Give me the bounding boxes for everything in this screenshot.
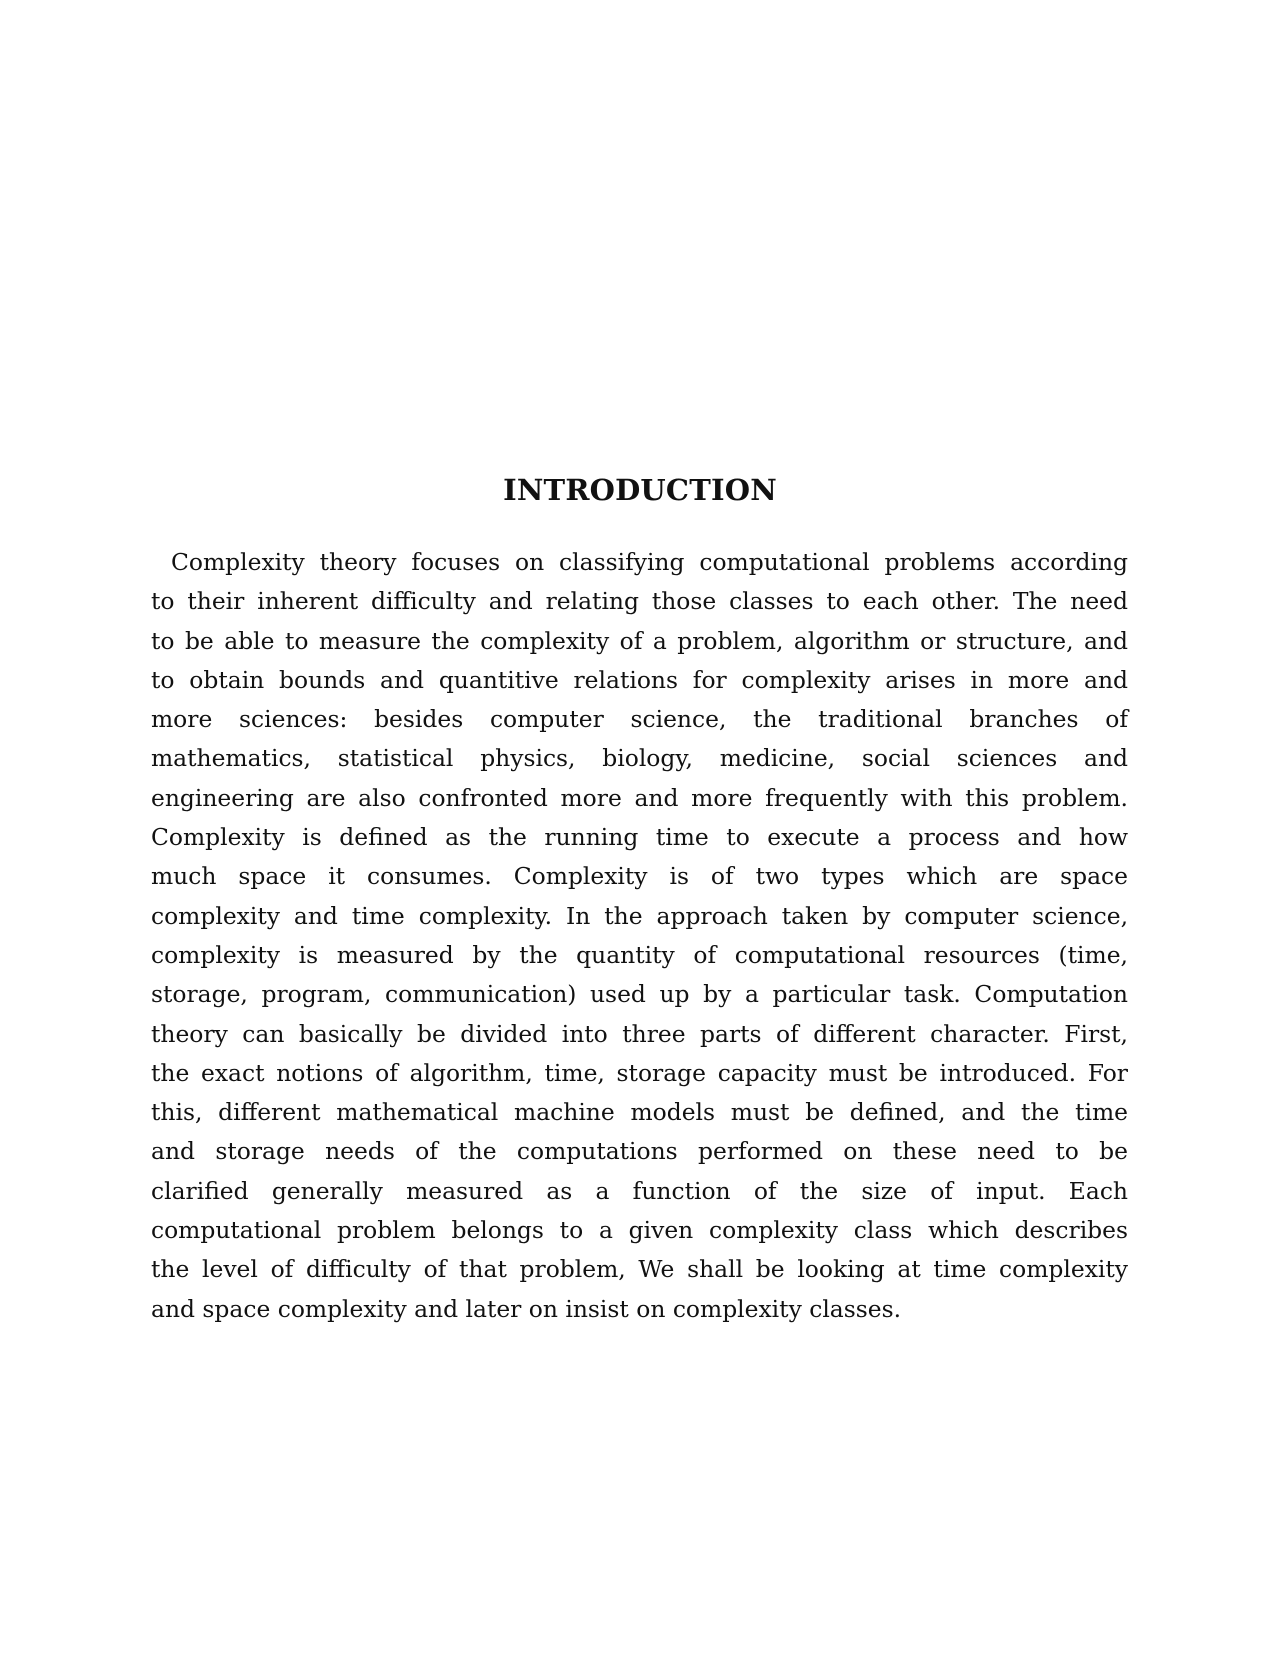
paragraph-line: and storage needs of the computations performed on these need to be: [151, 1137, 1128, 1166]
paragraph-line: the level of difficulty of that problem, We shall be looking at time complexity: [151, 1255, 1128, 1284]
paragraph-line: to be able to measure the complexity of a problem, algorithm or structure, and: [151, 626, 1128, 655]
paragraph-line: clarified generally measured as a function of the size of input. Each: [151, 1176, 1128, 1205]
paragraph-line: complexity and time complexity. In the approach taken by computer science,: [151, 901, 1128, 930]
paragraph-line: this, different mathematical machine models must be defined, and the time: [151, 1098, 1128, 1127]
paragraph-line: theory can basically be divided into three parts of different character. First,: [151, 1019, 1128, 1048]
paragraph-line: Complexity theory focuses on classifying computational problems according: [171, 548, 1128, 576]
paragraph-line: mathematics, statistical physics, biology, medicine, social sciences and: [151, 744, 1128, 773]
paragraph-line: the exact notions of algorithm, time, storage capacity must be introduced. For: [151, 1058, 1128, 1087]
paragraph-line: engineering are also confronted more and more frequently with this problem.: [151, 783, 1128, 812]
paragraph-line: to their inherent difficulty and relating those classes to each other. The need: [151, 587, 1128, 616]
paragraph-line: computational problem belongs to a given complexity class which describes: [151, 1216, 1128, 1245]
paragraph-line: complexity is measured by the quantity of computational resources (time,: [151, 940, 1128, 969]
paragraph-line: and space complexity and later on insist on complexity classes.: [151, 1294, 902, 1323]
paragraph-line: more sciences: besides computer science, the traditional branches of: [151, 705, 1128, 734]
body-paragraph: [151, 543, 1128, 1329]
paragraph-line: Complexity is defined as the running time to execute a process and how: [151, 823, 1128, 852]
paragraph-line: to obtain bounds and quantitive relations for complexity arises in more and: [151, 665, 1128, 694]
paragraph-line: storage, program, communication) used up by a particular task. Computation: [151, 980, 1128, 1009]
paragraph-line: much space it consumes. Complexity is of two types which are space: [151, 862, 1128, 891]
page-title: INTRODUCTION: [503, 473, 777, 507]
